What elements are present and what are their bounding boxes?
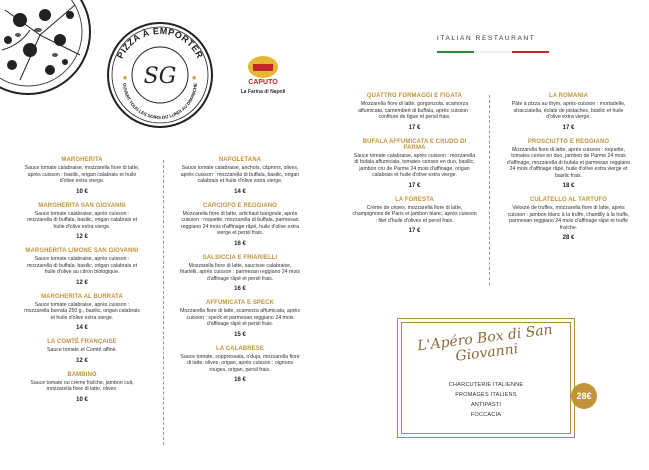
- menu-item: [352, 93, 477, 131]
- column-divider: [489, 95, 490, 285]
- item-name: BAMBINO: [67, 371, 97, 378]
- apero-box-item: FROMAGES ITALIENS: [455, 392, 517, 398]
- stamp-monogram: SG: [143, 64, 177, 89]
- menu-item: [352, 139, 477, 189]
- caputo-badge-icon: [248, 56, 278, 78]
- item-name: SALSICCIA E FRIARIELLI: [202, 254, 278, 261]
- pizza-sketch-illustration: [0, 0, 100, 110]
- menu-item: [180, 346, 300, 384]
- item-description: Sauce tomate ou crème fraîche, jambon cuit, mozzarella fiore di latte, olives.: [30, 379, 134, 392]
- item-price: 14 €: [234, 188, 246, 195]
- item-description: Mozzarella fiore di latte, artichaut barigoule, après cuisson : roquette, mozzarella di buffala, parmesan reggiano 24 mois d'affinage râpé, huile d'olive extra vierge et persil frais.: [180, 210, 300, 236]
- item-description: Velouté de truffes, mozzarella fiore di latte, après cuisson : jambon blanc à la truffe, chantilly à la truffe, parmesan reggiano 24 mois d'affinage râpé et truffe fraîche.: [507, 205, 630, 231]
- apero-box-price-badge: 28€: [571, 383, 597, 409]
- item-description: Mozzarella fiore di latte, saucisse calabraise, friarielli, après cuisson : parmesan reggiano 24 mois d'affinage râpé et persil frais.: [180, 262, 300, 282]
- item-name: MARGHERITA LIMONE SAN GIOVANNI: [25, 248, 139, 254]
- item-name: PROSCIUTTO E REGGIANO: [527, 138, 610, 145]
- menu-column-3: [352, 93, 477, 242]
- menu-item: [506, 139, 631, 190]
- item-price: 17 €: [408, 124, 421, 131]
- stamp-subtitle: OUVERT TOUS LES SOIRS DU LUNDI AU DIMANCHE: [121, 82, 199, 121]
- menu-item: [506, 93, 631, 131]
- item-price: 10 €: [76, 188, 88, 195]
- item-price: 12 €: [76, 357, 88, 364]
- apero-box-list: [398, 380, 574, 420]
- item-name: MARGHERITA: [61, 157, 103, 163]
- item-price: 28 €: [562, 235, 575, 241]
- item-name: NAPOLETANA: [218, 157, 262, 163]
- item-price: 16 €: [234, 286, 246, 292]
- menu-item: [352, 197, 477, 235]
- item-price: 10 €: [76, 396, 88, 403]
- item-price: 12 €: [76, 234, 88, 240]
- item-description: Sauce tomate calabraise, anchois, câprons, olives, après cuisson : mozzarella di buffala, basilic, origan calabrais et huile d'olive extra vierge.: [180, 165, 300, 184]
- item-name: LA FORESTA: [395, 196, 434, 203]
- item-name: MARGHERITA AL BURRATA: [41, 293, 123, 300]
- item-description: Crème de cèpes, mozzarella fiore di latte, champignons de Paris et jambon blanc, après cuisson : filet d'huile d'olives et persil frais.: [352, 204, 477, 224]
- item-description: Sauce tomate calabraise, après cuisson : mozzarella di buffala, basilic, origan calabrais et huile d'olive extra vierge.: [26, 210, 138, 230]
- menu-column-1: [22, 157, 142, 411]
- item-description: Sauce tomate calabraise, après cuisson : mozzarella di bufala affumicata, tomates cerises en duo, basilic, jambon cru de Parme 24 mois d'affinage, origan calabrais et huile d'olive extra vierge.: [353, 152, 476, 178]
- apero-box-item: ANTIPASTI: [470, 402, 502, 408]
- apero-box-item: FOCCACIA: [470, 412, 502, 418]
- item-price: 16 €: [234, 240, 246, 247]
- item-description: Sauce tomate et Comté affiné.: [47, 347, 117, 353]
- item-description: Pâte à pizza au thym, après-cuisson : mortadelle, stracciatella, éclats de pistaches, basilic et huile d'olive extra vierge.: [511, 101, 626, 120]
- item-name: MARGHERITA SAN GIOVANNI: [38, 202, 126, 209]
- caputo-tagline: La Farina di Napoli: [240, 89, 286, 95]
- item-price: 14 €: [76, 325, 88, 331]
- item-description: Mozzarella fiore di latte, scamorza affumicata, après cuisson : speck et parmesan reggiano 24 mois d'affinage râpé et persil frais.: [180, 308, 300, 327]
- star-icon: ★: [191, 75, 198, 82]
- menu-item: [22, 294, 142, 332]
- item-price: 16 €: [234, 377, 246, 383]
- item-name: CARCIOFO E REGGIANO: [203, 202, 277, 209]
- menu-item: [22, 248, 142, 286]
- svg-text:PIZZA À EMPORTER: [115, 26, 205, 60]
- item-name: LA COMTÉ FRANÇAISE: [47, 339, 117, 345]
- item-name: QUATTRO FORMAGGI E FIGATA: [366, 93, 463, 99]
- menu-column-2: [180, 157, 300, 391]
- column-divider: [163, 160, 164, 445]
- stamp-title: PIZZA À EMPORTER: [114, 25, 206, 61]
- item-price: 18 €: [562, 183, 575, 189]
- item-price: 15 €: [234, 331, 246, 338]
- menu-item: [506, 197, 631, 241]
- menu-item: [22, 203, 142, 241]
- item-description: Sauce tomate calabraise, après cuisson : mozzarella burrata 250 g., basilic, origan calabrais et huile d'olive extra vierge.: [24, 301, 140, 321]
- item-description: Sauce tomate calabraise, après cuisson : mozzarella di buffala, basilic, origan calabrais et huile d'olive au citron biologique.: [26, 256, 138, 275]
- menu-column-4: [506, 93, 631, 249]
- apero-box-title: L'Apéro Box di San Giovanni: [416, 321, 554, 365]
- italian-flag-stripe: [437, 51, 549, 53]
- menu-item: [22, 339, 142, 364]
- item-description: Mozzarella fiore di latte, gorgonzola, scamorza affumicata, camembert di buffala, après cuisson : confiture de figue et persil frais.: [358, 101, 471, 120]
- restaurant-label: ITALIAN RESTAURANT: [437, 35, 536, 42]
- item-name: LA CALABRESE: [216, 345, 264, 352]
- menu-item: [22, 157, 142, 195]
- item-price: 12 €: [76, 279, 88, 286]
- item-price: 17 €: [408, 228, 421, 234]
- item-name: LA ROMANIA: [548, 93, 589, 99]
- menu-item: [180, 203, 300, 247]
- item-name: BUFALA AFFUMICATA E CRUDO DI PARMA: [362, 138, 467, 151]
- item-name: CULATELLO AL TARTUFO: [529, 197, 608, 203]
- item-description: Sauce tomate, soppressata, n'duja, mozzarella fiore di latte, olives, origan, après cuisson : oignons rouges, origan, persil frais.: [180, 353, 300, 373]
- caputo-logo: [228, 56, 298, 104]
- item-price: 17 €: [562, 124, 575, 131]
- menu-item: [180, 157, 300, 195]
- menu-item: [180, 255, 300, 293]
- menu-item: [180, 300, 300, 338]
- apero-box-item: CHARCUTERIE ITALIENNE: [448, 382, 524, 388]
- restaurant-header: [437, 35, 549, 53]
- item-name: AFFUMICATA E SPECK: [205, 300, 275, 306]
- item-description: Mozzarella fiore di latte, après cuisson : roquette, tomates cerise en duo, jambon de Parme 24 mois d'affinage, mozzarella di bufala et parmesan reggiano 24 mois d'affinage râpé, huile d'olive extra vierge et basilic frais.: [506, 146, 631, 179]
- apero-box-panel: [397, 318, 575, 438]
- pizza-emporter-stamp: [105, 20, 215, 130]
- star-icon: ★: [122, 75, 129, 82]
- menu-item: [22, 372, 142, 403]
- item-description: Sauce tomate calabraise, mozzarella fiore di latte, après cuisson : basilic, origan calabrais et huile d'olive extra vierge.: [24, 165, 140, 184]
- caputo-brand: CAPUTO: [248, 79, 278, 86]
- item-price: 17 €: [408, 182, 421, 189]
